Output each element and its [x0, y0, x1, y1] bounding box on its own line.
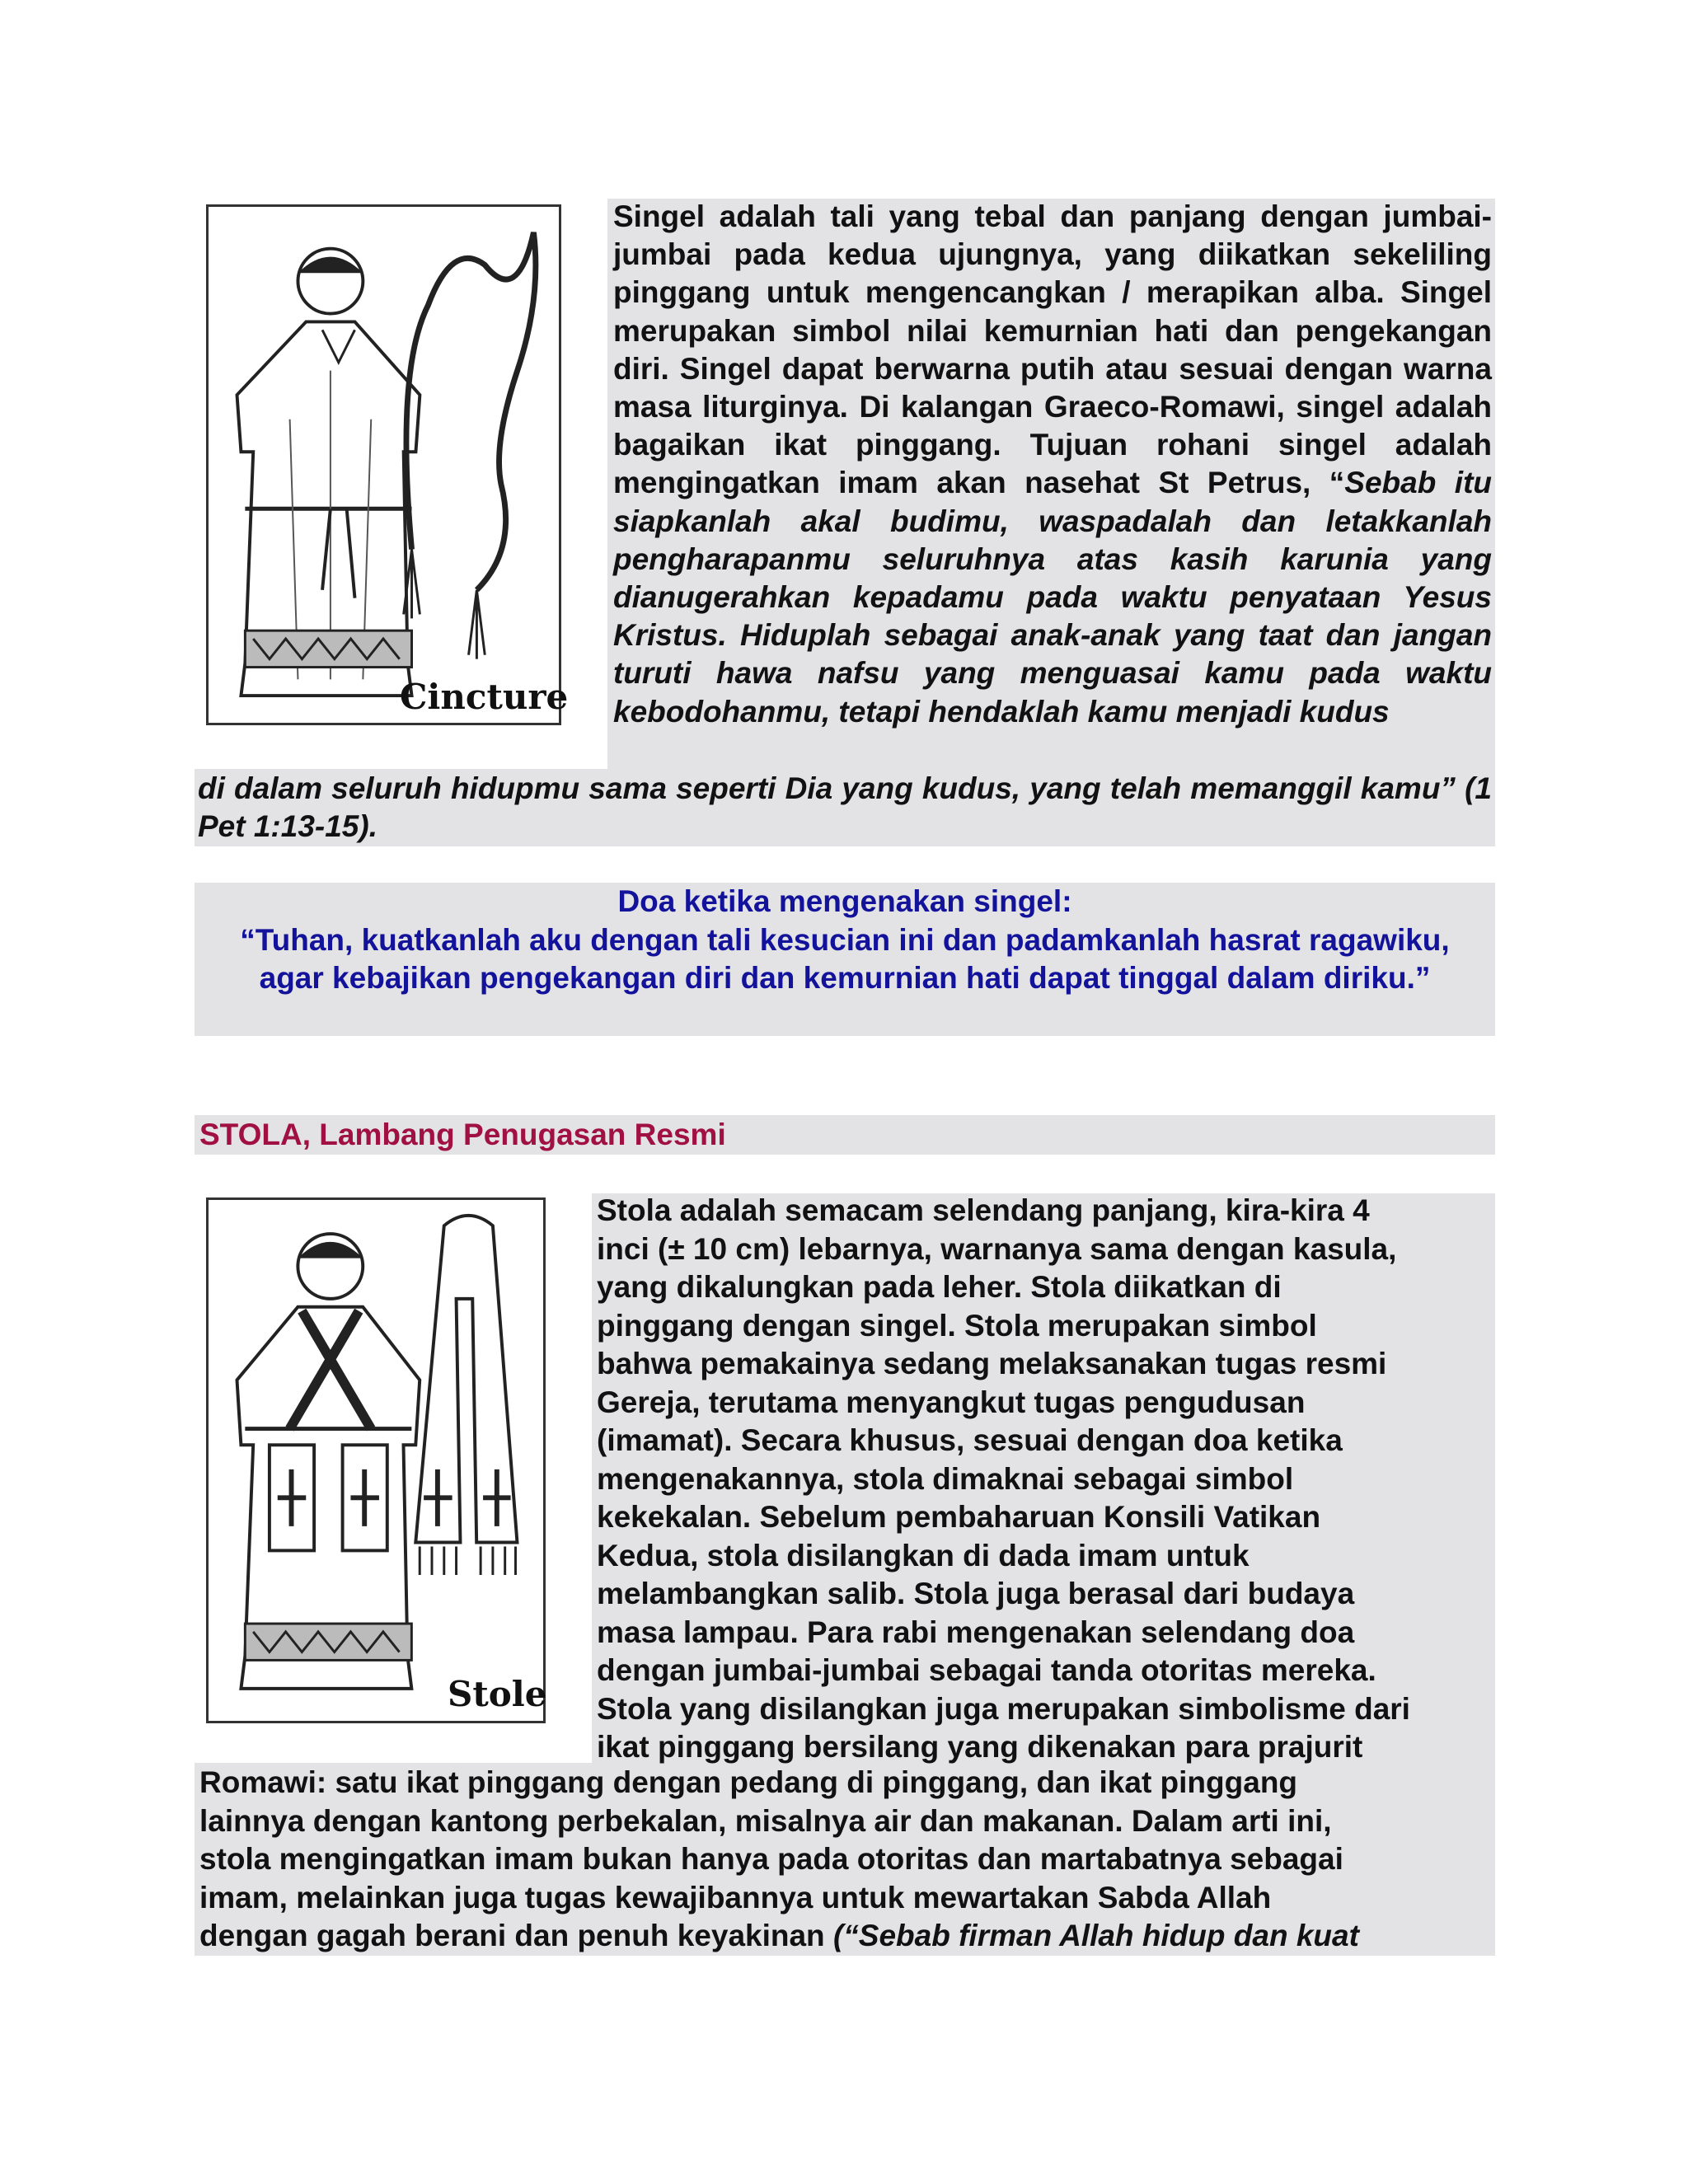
stola-line: mengenakannya, stola dimaknai sebagai simbol	[597, 1461, 1294, 1496]
stola-line: bahwa pemakainya sedang melaksanakan tugas resmi	[597, 1347, 1387, 1380]
stola-line: Kedua, stola disilangkan di dada imam untuk	[597, 1538, 1250, 1572]
stola-paragraph-full	[199, 1764, 1493, 1956]
singel-paragraph-full: di dalam seluruh hidupmu sama seperti Dia yang kudus, yang telah memanggil kamu” (1 Pet 1:13-15).	[198, 771, 1492, 844]
stola-line: kekekalan. Sebelum pembaharuan Konsili Vatikan	[597, 1500, 1321, 1534]
singel-text: Singel adalah tali yang tebal dan panjang dengan jumbai-jumbai pada kedua ujungnya, yang diikatkan sekeliling pinggang untuk mengencangkan / merapikan alba. Singel merupakan simbol nilai kemurnian hati dan pengekangan diri. Singel dapat berwarna putih atau sesuai dengan warna masa liturginya. Di kalangan Graeco-Romawi, singel adalah bagaikan ikat pinggang. Tujuan rohani singel adalah mengingatkan imam akan nasehat St Petrus, “	[613, 199, 1492, 500]
prayer-title: Doa ketika mengenakan singel:	[617, 884, 1072, 918]
singel-paragraph-wrapped	[613, 198, 1492, 770]
stola-heading: STOLA, Lambang Penugasan Resmi	[195, 1115, 1495, 1155]
stola-line: Gereja, terutama menyangkut tugas pengudusan	[597, 1385, 1306, 1419]
stola-line: dengan jumbai-jumbai sebagai tanda otoritas mereka.	[597, 1653, 1376, 1687]
stola-line-last	[199, 1917, 1493, 1956]
stola-line: melambangkan salib. Stola juga berasal dari budaya	[597, 1577, 1355, 1610]
stola-line: yang dikalungkan pada leher. Stola diikatkan di	[597, 1270, 1282, 1304]
stola-line: stola mengingatkan imam bukan hanya pada otoritas dan martabatnya sebagai	[199, 1842, 1343, 1876]
cincture-drawing	[209, 207, 559, 723]
stola-line: pinggang dengan singel. Stola merupakan simbol	[597, 1308, 1317, 1343]
stola-line: masa lampau. Para rabi mengenakan selendang doa	[597, 1615, 1355, 1649]
singel-quote: Sebab itu siapkanlah akal budimu, waspadalah dan letakkanlah pengharapanmu seluruhnya atas kasih karunia yang dianugerahkan kepadamu pada waktu penyataan Yesus Kristus. Hiduplah sebagai anak-anak yang taat dan jangan turuti hawa nafsu yang menguasai kamu pada waktu kebodohanmu, tetapi hendaklah kamu menjadi kudus	[613, 466, 1492, 729]
stole-drawing	[209, 1200, 543, 1721]
prayer-text: “Tuhan, kuatkanlah aku dengan tali kesucian ini dan padamkanlah hasrat ragawiku, agar kebajikan pengekangan diri dan kemurnian hati dapat tinggal dalam diriku.”	[240, 922, 1450, 995]
stole-label: Stole	[448, 1674, 547, 1714]
stola-line: lainnya dengan kantong perbekalan, misalnya air dan makanan. Dalam arti ini,	[199, 1803, 1332, 1838]
cincture-illustration	[206, 204, 569, 725]
stola-paragraph-wrapped	[597, 1192, 1495, 1767]
stola-line: imam, melainkan juga tugas kewajibannya untuk mewartakan Sabda Allah	[199, 1880, 1272, 1915]
stola-line: (imamat). Secara khusus, sesuai dengan doa ketika	[597, 1423, 1343, 1457]
stola-line: Stola yang disilangkan juga merupakan simbolisme dari	[597, 1691, 1410, 1726]
prayer-box	[195, 883, 1495, 1036]
stola-line: inci (± 10 cm) lebarnya, warnanya sama dengan kasula,	[597, 1231, 1397, 1266]
stola-line: ikat pinggang bersilang yang dikenakan para prajurit	[597, 1730, 1363, 1764]
stola-line: Stola adalah semacam selendang panjang, kira-kira 4	[597, 1193, 1370, 1227]
stola-last-text: dengan gagah berani dan penuh keyakinan	[199, 1919, 833, 1952]
cincture-label: Cincture	[400, 677, 569, 717]
stola-line: Romawi: satu ikat pinggang dengan pedang di pinggang, dan ikat pinggang	[199, 1765, 1298, 1799]
stole-illustration	[206, 1197, 546, 1723]
stola-quote-start: (“Sebab firman Allah hidup dan kuat	[832, 1919, 1359, 1952]
